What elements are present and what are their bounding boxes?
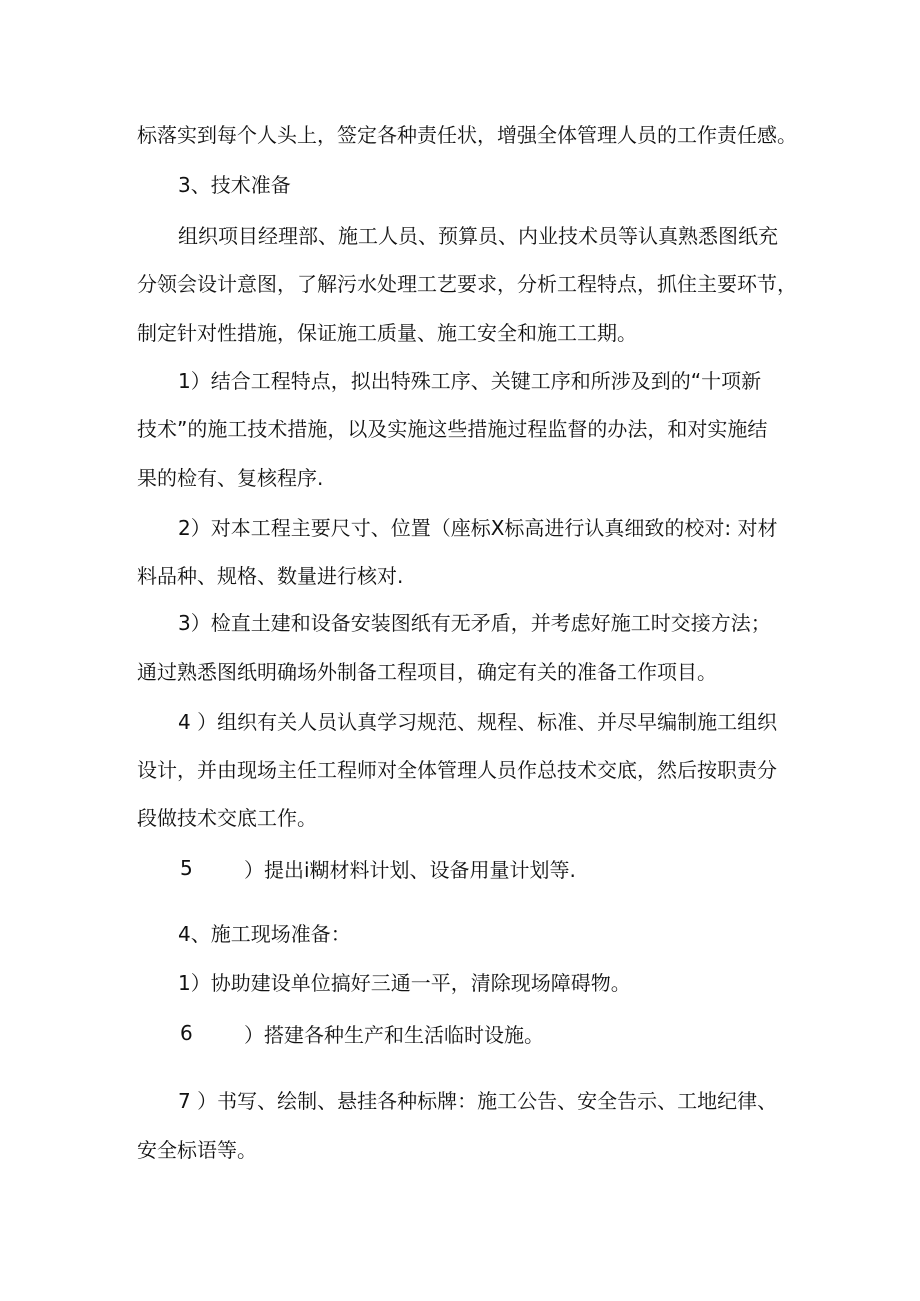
list-item-line: 2）对本工程主要尺寸、位置（座标X标高进行认真细致的校对: 对材: [178, 516, 778, 540]
list-number: 6: [180, 1021, 193, 1045]
paragraph-line: 果的检有、复核程序.: [137, 466, 324, 490]
paragraph-line: 安全标语等。: [137, 1138, 257, 1162]
list-number: 5: [180, 856, 193, 880]
paragraph-line: 设计，并由现场主任工程师对全体管理人员作总技术交底，然后按职责分: [137, 758, 777, 782]
paragraph-line: 段做技术交底工作。: [137, 806, 317, 830]
list-item-line: 1）协助建设单位搞好三通一平，清除现场障碍物。: [178, 971, 631, 995]
paragraph-line: 通过熟悉图纸明确场外制备工程项目，确定有关的准备工作项目。: [137, 660, 717, 684]
paragraph-line: 标落实到每个人头上，签定各种责任状，增强全体管理人员的工作责任感。: [137, 123, 797, 147]
list-item-line: 1）结合工程特点，拟出特殊工序、关键工序和所涉及到的“十项新: [178, 369, 762, 393]
paragraph-line: 制定针对性措施，保证施工质量、施工安全和施工工期。: [137, 321, 637, 345]
paragraph-line: 料品种、规格、数量进行核对.: [137, 564, 404, 588]
list-item-line: 3）检直土建和设备安装图纸有无矛盾，并考虑好施工时交接方法；: [178, 611, 771, 635]
list-item-line: 4 ）组织有关人员认真学习规范、规程、标准、并尽早编制施工组织: [178, 710, 778, 734]
list-item-line: 7 ）书写、绘制、悬挂各种标牌：施工公告、安全告示、工地纪律、: [178, 1089, 778, 1113]
paragraph-line: 分领会设计意图，了解污水处理工艺要求，分析工程特点，抓住主要环节，: [137, 272, 797, 296]
list-item-line: ）提出i糊材料计划、设备用量计划等.: [244, 858, 576, 882]
paragraph-line: 组织项目经理部、施工人员、预算员、内业技术员等认真熟悉图纸充: [178, 224, 778, 248]
section-heading: 4、施工现场准备：: [178, 922, 351, 946]
section-heading: 3、技术准备: [178, 173, 291, 197]
list-item-line: ）搭建各种生产和生活临时设施。: [244, 1023, 544, 1047]
paragraph-line: 技术”的施工技术措施，以及实施这些措施过程监督的办法，和对实施结: [137, 417, 768, 441]
